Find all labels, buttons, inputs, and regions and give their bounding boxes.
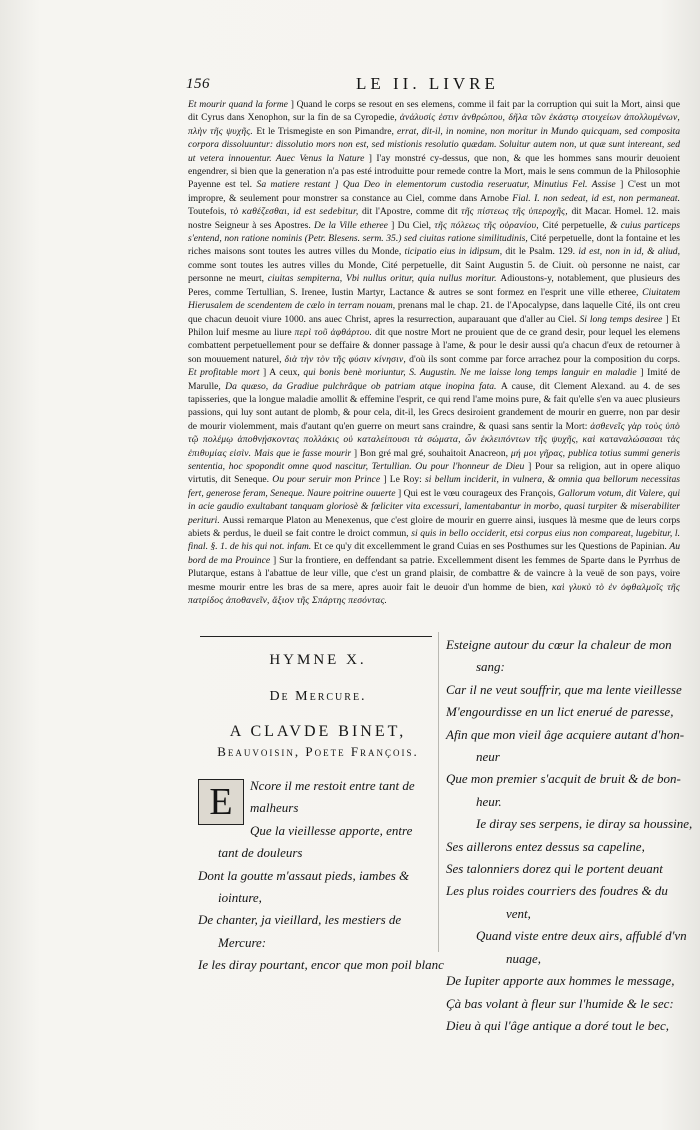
verse-line: iointure,	[218, 890, 262, 906]
commentary-quote: ticipatio eius in idipsum,	[404, 246, 506, 258]
verse-line: Afin que mon vieil âge acquiere autant d'hon-	[446, 726, 685, 742]
verse-line: Ie diray ses serpens, ie diray sa houssine,	[476, 816, 693, 832]
commentary-text: ] Pour sa religion, aut in opere aliquo virtutis, dit Seneque.	[188, 460, 680, 486]
commentary-text: dit le Psalm. 129.	[505, 246, 579, 258]
verse-line: De Iupiter apporte aux hommes le message,	[446, 973, 675, 989]
commentary-notes	[188, 98, 680, 607]
verse-line: Ie les diray pourtant, encor que mon poil blanc	[198, 957, 444, 973]
commentary-quote: Gallorum votum, dit Valere, qui in acie gaudio exultabant tanquam gloriosè & fœliciter vita excessuri, lamentabantur in morbo, quasi turpiter & miserabiliter perituri.	[188, 487, 680, 526]
commentary-quote: ] Qua Deo in elementorum custodia reseruatur, Minutius Fel.	[334, 179, 592, 191]
verse-line: Dont la goutte m'assaut pieds, iambes &	[198, 867, 410, 883]
commentary-quote: qui bonis benè moriuntur, S. Augustin.	[303, 367, 461, 379]
verse-line: nuage,	[506, 950, 542, 966]
verse-line: Car il ne veut souffrir, que ma lente vieillesse	[446, 681, 682, 697]
hymn-title: HYMNE X.	[269, 652, 367, 668]
commentary-lemma: Mais que ie fasse mourir	[254, 447, 354, 459]
commentary-lemma: Ne me laisse long temps languir en maladie	[460, 367, 641, 379]
commentary-quote: id est, non in id, & aliud,	[578, 246, 680, 258]
page-number: 156	[186, 76, 210, 92]
verse-line: malheurs	[250, 800, 299, 816]
hymn-dedicatee: A CLAVDE BINET,	[229, 723, 407, 740]
commentary-text: ] C'est un mot impropre, & seulement pour monstrer sa constance au Ciel, comme dans Arnobe	[188, 179, 680, 204]
hymn-right-column	[446, 634, 693, 1037]
commentary-text: A cause, dit Clement Alexand. au 4. de ses tapisseries, que la longue maladie amollit & effemine l'esprit, ce qui rend l'ame moins pure, & fait qu'elle s'en va auec plusieurs passions, qui luy sont autant de plomb, & pour cela, dit-il, les Grecs desiroient grandement de mourir en guerre, non par desir de mourir violemment, mais d'autant qu'en guerre on meurt sans craindre, & quasi sans sentir la Mort:	[188, 380, 680, 432]
commentary-text: Aussi remarque Platon au Menexenus, que c'est gloire de mourir en guerre ainsi, iusques là mesme que de leurs corps abiets & perdus, le dueil se fait contre le droict commun,	[188, 514, 680, 539]
commentary-lemma: Ou pour l'honneur de Dieu	[415, 460, 529, 472]
commentary-text: dit Macar. Homel. 12. mais nostre Seigneur à ses Apostres.	[188, 206, 680, 231]
verse-line: vent,	[506, 905, 531, 921]
commentary-quote: si bellum inciderit, in vulnera, & omnia qua bellorum necessitas fert, generose feram, Seneque.	[188, 474, 681, 499]
commentary-quote: & cuius particeps s'entend, non ratione nominis (Petr. Blesens. serm. 35.) sed ciuitas ratione similitudinis,	[188, 219, 680, 245]
commentary-greek: ἀσθενεῖς γὰρ τοὺς ὑπὸ τῷ πολέμῳ ἀποθνῄσκοντας πολλάκις οὐ καταλείπουσι τὰ σώματα, ὧν ἐκλειπόντων τῆς ψυχῆς, καὶ καταναλώσασαι τὰς ἐπιθυμίας εἰσὶν.	[188, 420, 680, 459]
commentary-greek: μή μοι γῆρας,	[510, 447, 569, 459]
commentary-text: prenans mal le chap. 21. de l'Apocalypse, dans laquelle Cité, ils ont creu que chacun deuoit viure 1000. ans auec Christ, apres la resurrection, auparauant que d'aller au Ciel.	[188, 300, 680, 325]
commentary-lemma: Et profitable mort	[188, 367, 263, 379]
commentary-quote: publica totius summi generis sententia, hoc spopondit omne quod nascitur, Tertullian.	[188, 447, 680, 472]
verse-line: sang:	[476, 659, 505, 675]
commentary-text: Toutefois,	[188, 206, 230, 218]
commentary-text: ] Bon gré mal gré, souhaitoit Anacreon,	[353, 447, 511, 459]
verse-line: Çà bas volant à fleur sur l'humide & le sec:	[446, 995, 674, 1011]
verse-line: De chanter, ja vieillard, les mestiers de	[198, 912, 402, 928]
verse-line: Ses aillerons entez dessus sa capeline,	[446, 838, 645, 854]
commentary-lemma: Sa matiere restant	[256, 179, 335, 191]
commentary-text: ] Du Ciel,	[391, 219, 435, 231]
verse-line: Ses talonniers dorez qui le portent deuant	[446, 861, 663, 877]
commentary-quote: errat, dit-il, in nomine, non moritur in Mundo quicquam, sed composita corpora dissoluuntur: dissolutio mors non est, sed mistionis resolutio quædam. Soluitur autem non, ut quæ sunt intereant, sed ut vetera innouentur.	[188, 125, 680, 164]
verse-line: tant de douleurs	[218, 845, 303, 861]
verse-line: Que mon premier s'acquit de bruit & de bon-	[446, 771, 681, 787]
commentary-lemma: Naure poitrine ouuerte	[307, 487, 398, 499]
commentary-quote: Fial. I. non sedeat, id est, non permaneat.	[512, 192, 680, 204]
commentary-greek: περὶ τοῦ ἀφθάρτου.	[294, 326, 376, 338]
verse-line: M'engourdisse en un lict enerué de paresse,	[446, 704, 674, 720]
commentary-greek: τῆς πόλεως τῆς οὐρανίου,	[434, 219, 543, 231]
commentary-lemma: Au bord de ma Prouince	[188, 541, 680, 566]
commentary-text: Cité perpetuelle,	[542, 219, 610, 231]
hymn-dedicatee-description: Beauvoisin, Poete François.	[217, 744, 419, 759]
verse-line: Les plus roides courriers des foudres & du	[446, 883, 668, 899]
commentary-lemma: Auec Venus la Nature	[275, 152, 369, 164]
running-title: LE II. LIVRE	[356, 74, 499, 93]
commentary-text: Et le Trismegiste en son Pimandre,	[256, 125, 397, 137]
hymn-left-column	[198, 648, 444, 977]
commentary-greek: διὰ τὴν τὸν τῆς φύσιν κίνησιν,	[284, 353, 410, 365]
commentary-text: d'où ils sont comme par force arrachez pour la composition du corps.	[409, 353, 681, 365]
section-rule	[200, 636, 432, 637]
commentary-greek: τὸ καθέζεσθαι, id est sedebitur,	[229, 206, 362, 218]
verse-block-left	[198, 775, 444, 977]
commentary-text: ] Quand le corps se resout en ses elemens, comme il fait par la corruption qui suit la Mort, ainsi que dit Cyrus dans Xenophon, sur la fin de sa Cyropedie,	[188, 99, 680, 124]
commentary-lemma: Et mourir quand la forme	[188, 99, 291, 110]
commentary-quote: Ciuitatem Hierusalem de scendentem de cælo in terram nouam,	[188, 286, 680, 312]
commentary-greek: τῆς πίστεως τῆς ὑπεροχῆς,	[461, 206, 572, 218]
commentary-text: Adioustons-y, notablement, que plusieurs des Peres, comme Tertullian, S. Irenee, Iustin Martyr, Lactance & autres se sont formez en l'esprit une ville etheree,	[188, 273, 680, 298]
hymn-subject: De Mercure.	[269, 689, 367, 704]
commentary-text: ] Sur la frontiere, en deffendant sa patrie. Excellemment disent les femmes de Sparte dans le Pyrrhus de Plutarque, estans à l'abattue de leur ville, que c'est un grand plaisir, de combattre & de vaincre à la veuë de son pays, voire mesme mourir entre les bras de sa mere, apres auoir fait le deuoir d'un homme de bien,	[188, 554, 680, 593]
verse-line: Esteigne autour du cœur la chaleur de mon	[446, 637, 672, 652]
commentary-text: Et ce qu'y dit excellemment le grand Cuias en ses Posthumes sur les Questions de Papinian.	[313, 541, 670, 553]
commentary-text: ] I'ay monstré cy-dessus, que non, & que les hommes sans mourir deuoient engendrer, si bien que la generation n'a pas esté introduitte pour remede contre la Mort, mais le sens commun de la Philosophie Payenne est tel.	[188, 152, 680, 191]
verse-line: Quand viste entre deux airs, affublé d'vn	[476, 928, 687, 944]
verse-line: Ncore il me restoit entre tant de	[250, 778, 415, 793]
commentary-greek: καὶ γλυκὺ τὸ ἐν ὀφθαλμοῖς τῆς πατρίδος ἀποθανεῖν, ἄξιον τῆς Σπάρτης πεσόντας.	[188, 581, 680, 607]
commentary-lemma: Ou pour seruir mon Prince	[272, 474, 384, 486]
commentary-lemma: Si long temps desiree	[579, 313, 666, 325]
commentary-text: ] Et Philon luif mesme au liure	[188, 313, 680, 338]
verse-line: Que la vieillesse apporte, entre	[250, 822, 413, 838]
commentary-quote: Da quæso, da Gradiue pulchrâque ob patriam atque inopina fata.	[225, 380, 501, 392]
page-header	[186, 74, 676, 96]
verse-line: Dieu à qui l'âge antique a doré tout le bec,	[446, 1017, 670, 1033]
commentary-paragraph	[188, 98, 680, 607]
ornamental-dropcap: E	[198, 779, 244, 825]
verse-line: heur.	[476, 793, 502, 809]
commentary-lemma: Assise	[591, 179, 621, 191]
commentary-text: dit l'Apostre, comme dit	[361, 206, 462, 218]
commentary-text: ] A ceux,	[262, 367, 304, 379]
commentary-text: ] Le Roy:	[383, 474, 425, 486]
commentary-text: dit que nostre Mort ne prouient que de ce grand desir, pour lequel les elemens combattent perpetuellement pour se deffaire & donner passage à l'ame, & pour le desir aussi qu'a chacun d'eux de retourner à son mouuement naturel,	[188, 326, 680, 365]
verse-line: neur	[476, 749, 500, 765]
commentary-text: comme sont toutes les autres villes du Monde, Cité perpetuelle, dit Saint Augustin 5. de Ciuit. où personne ne naist, car personne ne meurt,	[188, 259, 680, 285]
commentary-quote: si quis in bello occiderit, etsi corpus eius non compareat, lugebitur, l. final. §. 1. de his qui not. infam.	[188, 528, 680, 553]
commentary-text: Cité perpetuelle, dont la fontaine et les riches maisons sont toutes les autres villes du Monde,	[188, 233, 680, 258]
commentary-text: ] Imité de Marulle,	[188, 367, 680, 392]
commentary-greek: ἀνάλυσίς ἐστιν ἀνθρώπου, δῆλα τῶν ἐκάστῳ στοιχείων ἀπολλυμένων, πλὴν τῆς ψυχῆς.	[188, 112, 680, 137]
commentary-quote: ciuitas sempiterna, Vbi nullus oritur, quia nullus moritur.	[267, 273, 501, 285]
commentary-lemma: De la Ville etheree	[314, 219, 392, 231]
commentary-text: ] Qui est le vœu courageux des François,	[397, 487, 558, 499]
column-divider	[438, 632, 439, 952]
verse-line: Mercure:	[218, 934, 267, 950]
